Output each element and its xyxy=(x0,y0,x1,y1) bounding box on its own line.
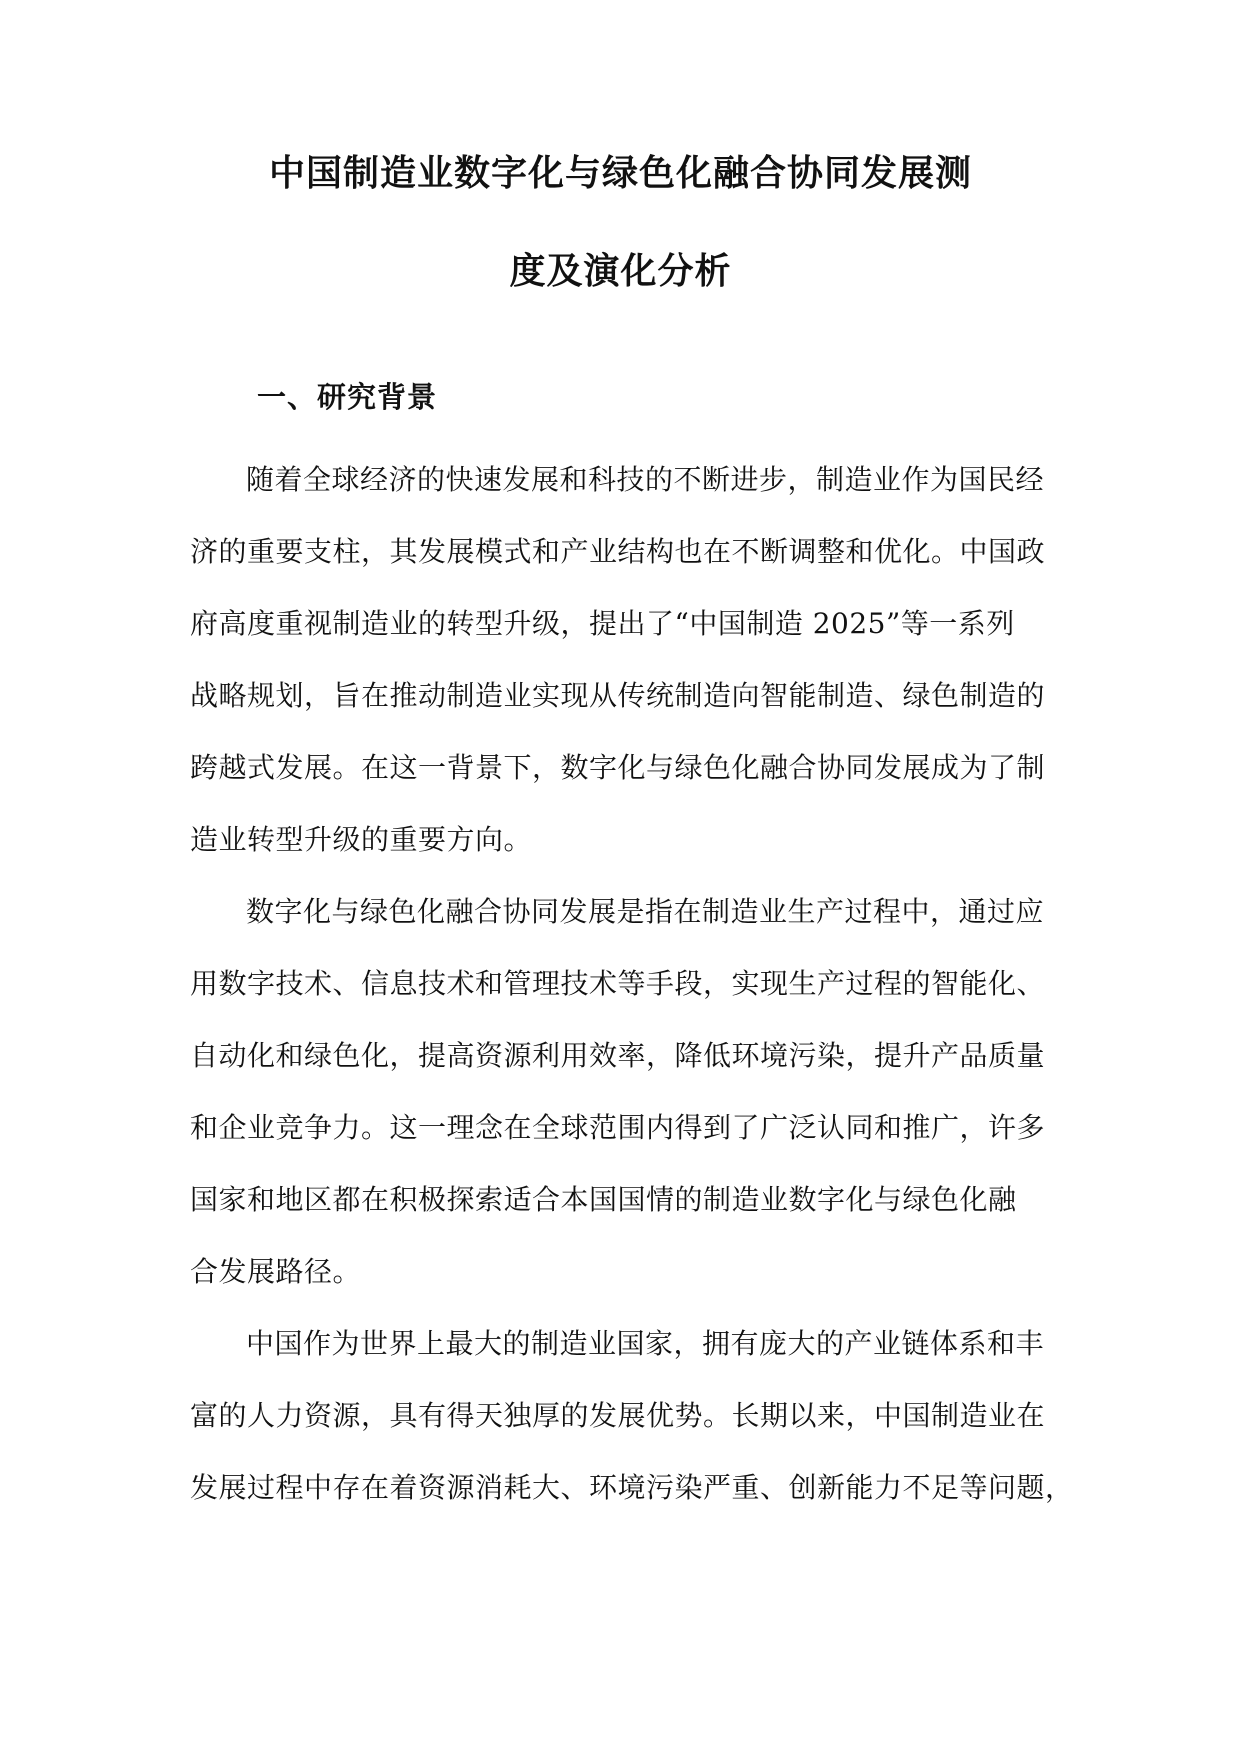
paragraph-3-line-3: 发展过程中存在着资源消耗大、环境污染严重、创新能力不足等问题， xyxy=(190,1471,1074,1504)
paragraph-2-line-6: 合发展路径。 xyxy=(190,1255,362,1288)
paragraph-1-line-5: 跨越式发展。在这一背景下，数字化与绿色化融合协同发展成为了制 xyxy=(190,751,1046,784)
section-heading: 一、研究背景 xyxy=(257,380,438,414)
paragraph-1-line-1: 随着全球经济的快速发展和科技的不断进步，制造业作为国民经 xyxy=(246,463,1045,496)
paragraph-3-line-1: 中国作为世界上最大的制造业国家，拥有庞大的产业链体系和丰 xyxy=(246,1327,1045,1360)
paragraph-2-line-3: 自动化和绿色化，提高资源利用效率，降低环境污染，提升产品质量 xyxy=(190,1039,1046,1072)
paragraph-1-line-6: 造业转型升级的重要方向。 xyxy=(190,823,533,856)
paragraph-3-line-2: 富的人力资源，具有得天独厚的发展优势。长期以来，中国制造业在 xyxy=(190,1399,1046,1432)
paragraph-1-line-3: 府高度重视制造业的转型升级，提出了“中国制造 2025”等一系列 xyxy=(190,607,1015,640)
paragraph-1-line-4: 战略规划，旨在推动制造业实现从传统制造向智能制造、绿色制造的 xyxy=(190,679,1046,712)
paragraph-1-line-2: 济的重要支柱，其发展模式和产业结构也在不断调整和优化。中国政 xyxy=(190,535,1046,568)
paragraph-2-line-1: 数字化与绿色化融合协同发展是指在制造业生产过程中，通过应 xyxy=(246,895,1045,928)
paragraph-2-line-4: 和企业竞争力。这一理念在全球范围内得到了广泛认同和推广，许多 xyxy=(190,1111,1046,1144)
paragraph-2-line-5: 国家和地区都在积极探索适合本国国情的制造业数字化与绿色化融 xyxy=(190,1183,1017,1216)
document-title-line-1: 中国制造业数字化与绿色化融合协同发展测 xyxy=(268,153,972,194)
paragraph-2-line-2: 用数字技术、信息技术和管理技术等手段，实现生产过程的智能化、 xyxy=(190,967,1046,1000)
document-title-line-2: 度及演化分析 xyxy=(509,251,732,292)
